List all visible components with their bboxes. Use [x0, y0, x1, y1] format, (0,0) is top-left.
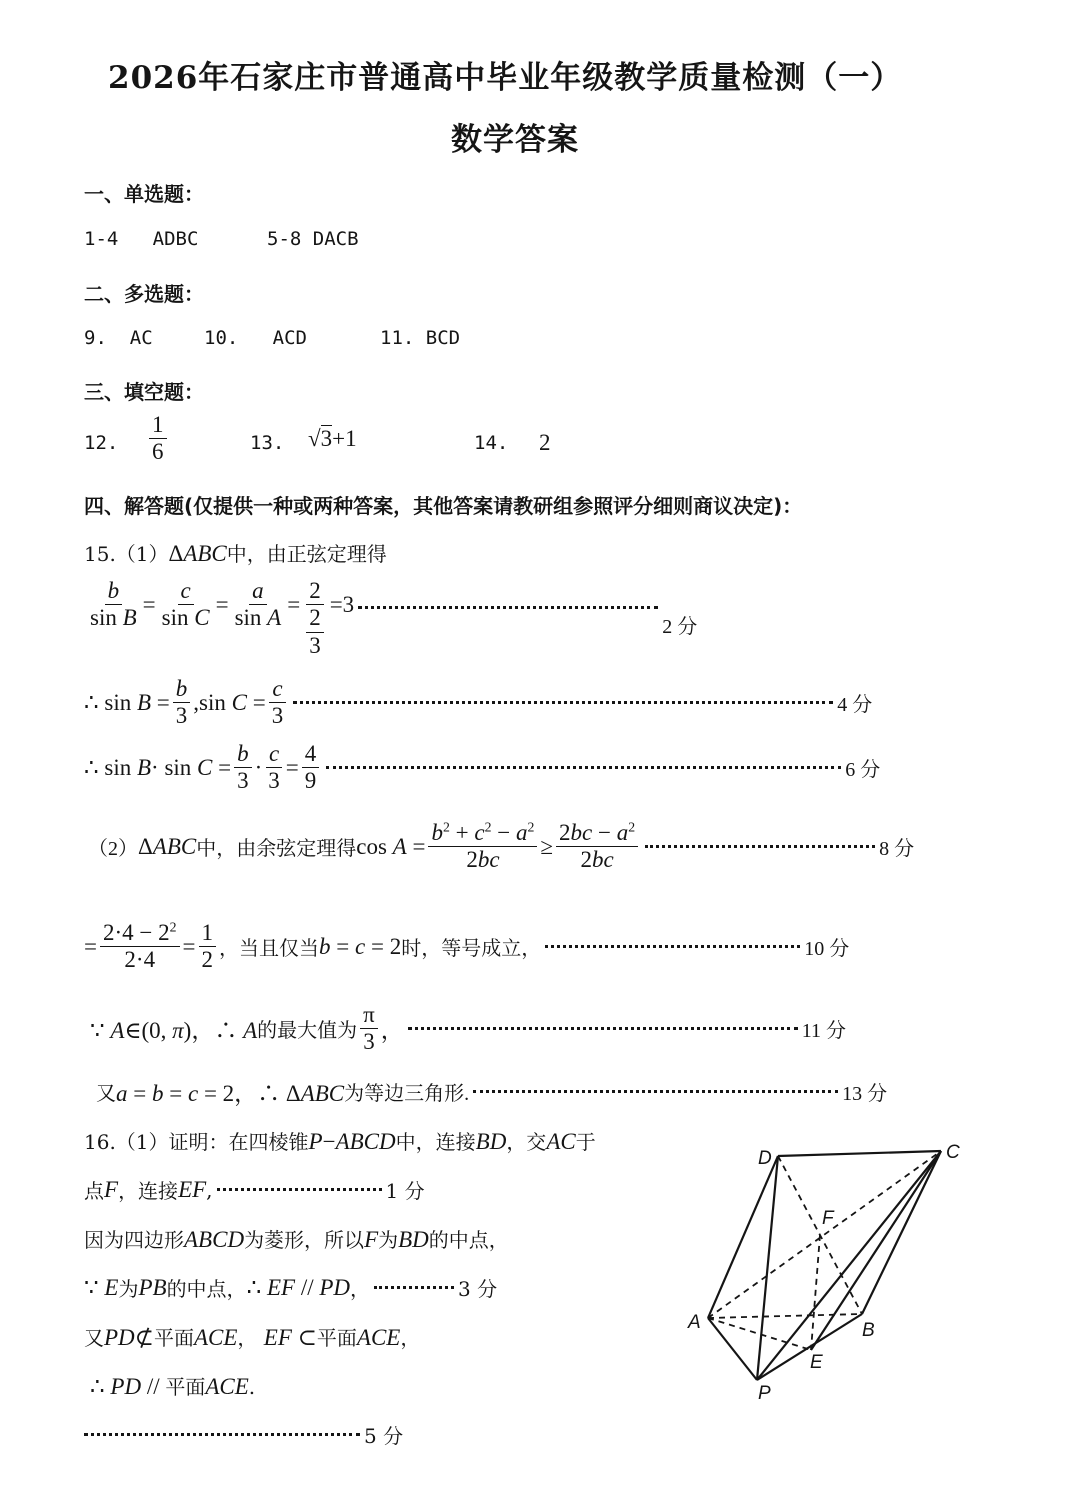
edge-ab-dashed [708, 1314, 862, 1318]
q15-part2-prefix: （2） [88, 838, 138, 861]
multi-answer-9: 9. AC [84, 327, 153, 349]
fill-q14-answer: 2 [539, 430, 551, 455]
q16-l6-text: 平面 [165, 1375, 206, 1399]
q15-eq-text: ，当且仅当 [219, 938, 320, 961]
q15-max-text: 的最大值为 [257, 1020, 358, 1043]
label-c: C [946, 1142, 960, 1163]
score-3: 3 分 [458, 1277, 498, 1301]
section-heading-solutions: 四、解答题(仅提供一种或两种答案，其他答案请教研组参照评分细则商议决定)： [84, 494, 803, 518]
q16-line6: ∴ PD // 平面ACE. [90, 1374, 256, 1399]
section-heading-multi-choice: 二、多选题： [84, 282, 204, 306]
q15-conclusion: 又 a = b = c = 2，∴ ΔABC 为等边三角形. 13 分 [96, 1075, 887, 1108]
q16-line5: 又PD⊄平面ACE， EF ⊂平面ACE， [84, 1325, 421, 1350]
page-subtitle: 数学答案 [451, 122, 579, 158]
q16-line7 [84, 1420, 403, 1449]
label-b: B [862, 1320, 875, 1341]
score-10: 10 分 [804, 938, 850, 961]
q15-last-mid: 为等边三角形. [344, 1083, 470, 1105]
q16-l3-text-b: 为菱形，所以 [244, 1228, 365, 1252]
q15-angle-max: ∵ A∈(0, π)，∴ A 的最大值为 $\frac{\pi}{3}$ ， 11 分 [90, 1002, 847, 1055]
fill-q12-answer: $\frac{1}{6}$ [146, 412, 170, 466]
edge-ap [708, 1318, 757, 1380]
score-2: 2 分 [662, 616, 698, 638]
score-11: 11 分 [801, 1020, 847, 1043]
label-f: F [822, 1208, 834, 1229]
edge-dc [778, 1151, 941, 1156]
q16-l5-text-a: 又 [84, 1326, 104, 1350]
q16-line4: ∵ E 为 PB 的中点， ∴ EF // PD ， 3 分 [84, 1274, 498, 1301]
edge-cp [757, 1151, 941, 1380]
pyramid-figure [680, 1140, 980, 1405]
q16-line1: 16.（1）证明：在四棱锥P−ABCD中，连接BD，交AC于 [84, 1129, 596, 1154]
section-heading-single-choice: 一、单选题： [84, 182, 204, 206]
fill-q14-label: 14. [474, 432, 509, 454]
q16-line3: 因为四边形ABCD为菱形，所以F为BD的中点， [84, 1227, 509, 1252]
fill-q13-answer: √3+1 [308, 426, 357, 451]
label-a: A [688, 1312, 701, 1333]
label-e: E [810, 1352, 823, 1373]
q16-l4-text-b: 的中点， [166, 1277, 247, 1301]
edge-fe-dashed [811, 1235, 820, 1350]
q15-min-value: = $\frac{2\cdot 4 - 2^2}{2\cdot 4}$ = $\frac{1}{2}$ ，当且仅当 b = c = 2 时，等号成立， 10 分 [84, 919, 850, 973]
edge-ce [811, 1151, 941, 1350]
fill-q13-label: 13. [250, 432, 285, 454]
score-1: 1 分 [385, 1179, 425, 1203]
q16-l1-text-b: 中，连接 [395, 1130, 476, 1154]
q16-l5-text-b: 平面 [153, 1326, 194, 1350]
q15-last-prefix: 又 [96, 1083, 116, 1105]
q16-l3-text-d: 的中点， [428, 1228, 509, 1252]
edge-cb [862, 1151, 941, 1314]
multi-answer-11: 11. BCD [380, 327, 461, 349]
q15-sinB-sinC: ∴ sin B = $\frac{b}{3}$ ,sin C = $\frac{c}{3}$ 4 分 [84, 676, 873, 729]
score-5: 5 分 [364, 1424, 404, 1448]
q16-l1-text-c: ，交 [506, 1130, 547, 1154]
section-heading-fill-blank: 三、填空题： [84, 380, 204, 404]
q16-l2-text-a: 点 [84, 1179, 104, 1203]
q15-eq-text2: 时，等号成立， [401, 938, 542, 961]
label-d: D [758, 1148, 772, 1169]
q16-l3-text-a: 因为四边形 [84, 1228, 184, 1252]
q16-l4-text-a: 为 [118, 1277, 139, 1301]
q16-l2-text-b: ，连接 [118, 1179, 179, 1203]
fill-q12-label: 12. [84, 432, 119, 454]
q15-sine-law-equation: $\frac{b}{\text{sin B}}$ = $\frac{c}{\text{sin C}}$ = $\frac{a}{\text{sin A}}$ = $\frac{2}{\frac{2}{3}}$ =3 2 分 [90, 578, 698, 658]
label-p: P [758, 1383, 771, 1404]
q15-intro: 15.（1）ΔABC中，由正弦定理得 [84, 541, 387, 566]
page-title: 2026年石家庄市普通高中毕业年级教学质量检测（一） [108, 60, 903, 96]
q16-l3-text-c: 为 [378, 1228, 399, 1252]
multi-answer-10: 10. ACD [204, 327, 307, 349]
q16-l1-text-a: 16.（1）证明：在四棱锥 [84, 1130, 309, 1154]
q15-intro-prefix: 15.（1） [84, 542, 169, 566]
score-13: 13 分 [842, 1083, 888, 1105]
q16-l1-text-d: 于 [575, 1130, 596, 1154]
score-6: 6 分 [845, 759, 881, 782]
q15-part2-cosine: （2） ΔABC 中，由余弦定理得 cos A = $\frac{b^2 + c^2 - a^2}{2bc}$ ≥ $\frac{2bc - a^2}{2bc}$ 8 分 [88, 819, 915, 873]
q15-intro-suffix: 中，由正弦定理得 [226, 542, 387, 566]
single-choice-answers: 1-4 ADBC 5-8 DACB [84, 228, 359, 250]
edge-dp [757, 1156, 778, 1380]
q15-product: ∴ sin B· sin C = $\frac{b}{3}$ · $\frac{c}{3}$ = $\frac{4}{9}$ 6 分 [84, 741, 881, 794]
q16-line2: 点 F ，连接 EF , 1 分 [84, 1176, 425, 1203]
edge-da [708, 1156, 778, 1318]
q16-l5-text-c: 平面 [316, 1326, 357, 1350]
score-4: 4 分 [837, 694, 873, 717]
q15-part2-mid: 中，由余弦定理得 [196, 838, 357, 861]
score-8: 8 分 [879, 838, 915, 861]
